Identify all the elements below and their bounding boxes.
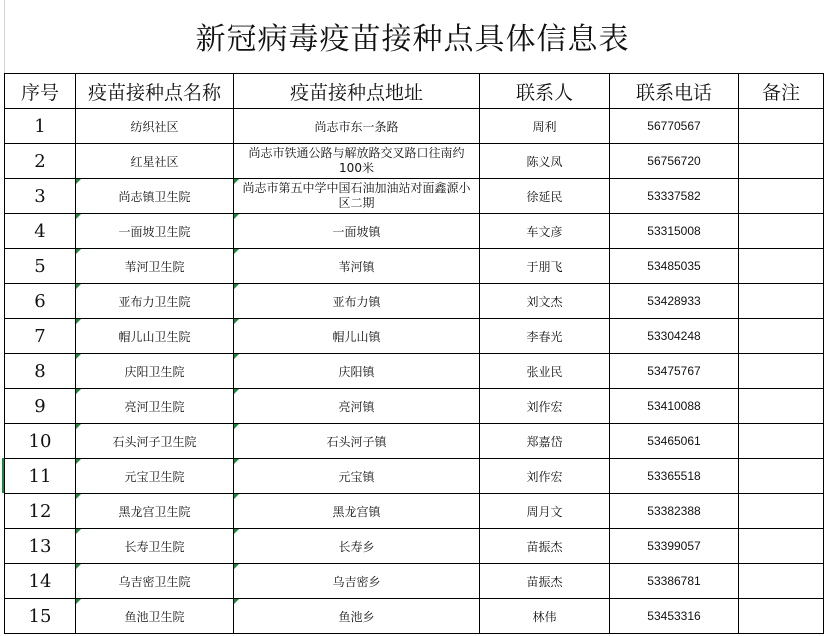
- table-row: [5, 284, 824, 319]
- selection-edge: [2, 458, 4, 493]
- header-contact[interactable]: 联系人: [480, 74, 610, 109]
- cell-seq[interactable]: 1: [5, 109, 76, 144]
- cell-site-name[interactable]: 亚布力卫生院: [76, 284, 234, 319]
- cell-phone[interactable]: 56756720: [610, 144, 739, 179]
- cell-site-name[interactable]: 苇河卫生院: [76, 249, 234, 284]
- cell-indicator-icon: [76, 389, 81, 394]
- cell-indicator-icon: [234, 459, 239, 464]
- cell-site-name[interactable]: 红星社区: [76, 144, 234, 179]
- table-row: [5, 249, 824, 284]
- cell-seq[interactable]: 14: [5, 564, 76, 599]
- header-seq[interactable]: 序号: [5, 74, 76, 109]
- cell-site-address[interactable]: 尚志市第五中学中国石油加油站对面鑫源小区二期: [234, 179, 480, 214]
- cell-site-address[interactable]: 亮河镇: [234, 389, 480, 424]
- header-note[interactable]: 备注: [739, 74, 824, 109]
- cell-seq[interactable]: 11: [5, 459, 76, 494]
- cell-phone[interactable]: 53386781: [610, 564, 739, 599]
- cell-contact[interactable]: 郑嘉岱: [480, 424, 610, 459]
- table-row: [5, 494, 824, 529]
- cell-seq[interactable]: 10: [5, 424, 76, 459]
- cell-seq[interactable]: 5: [5, 249, 76, 284]
- table-row: [5, 354, 824, 389]
- table-row: [5, 424, 824, 459]
- cell-phone[interactable]: 53365518: [610, 459, 739, 494]
- cell-site-address[interactable]: 尚志市铁通公路与解放路交叉路口往南约100米: [234, 144, 480, 179]
- cell-phone[interactable]: 53428933: [610, 284, 739, 319]
- cell-note[interactable]: [739, 179, 824, 214]
- cell-seq[interactable]: 7: [5, 319, 76, 354]
- cell-indicator-icon: [76, 179, 81, 184]
- cell-indicator-icon: [76, 284, 81, 289]
- cell-indicator-icon: [76, 599, 81, 604]
- header-site-name[interactable]: 疫苗接种点名称: [76, 74, 234, 109]
- cell-indicator-icon: [234, 424, 239, 429]
- cell-site-name[interactable]: 亮河卫生院: [76, 389, 234, 424]
- cell-phone[interactable]: 53382388: [610, 494, 739, 529]
- cell-site-address[interactable]: 尚志市东一条路: [234, 109, 480, 144]
- cell-contact[interactable]: 李春光: [480, 319, 610, 354]
- cell-seq[interactable]: 12: [5, 494, 76, 529]
- cell-site-name[interactable]: 乌吉密卫生院: [76, 564, 234, 599]
- cell-site-name[interactable]: 帽儿山卫生院: [76, 319, 234, 354]
- cell-note[interactable]: [739, 389, 824, 424]
- cell-indicator-icon: [234, 284, 239, 289]
- cell-note[interactable]: [739, 599, 824, 634]
- cell-indicator-icon: [76, 354, 81, 359]
- cell-note[interactable]: [739, 214, 824, 249]
- cell-indicator-icon: [76, 494, 81, 499]
- cell-site-address[interactable]: 亚布力镇: [234, 284, 480, 319]
- cell-site-name[interactable]: 长寿卫生院: [76, 529, 234, 564]
- cell-phone[interactable]: 53315008: [610, 214, 739, 249]
- cell-note[interactable]: [739, 249, 824, 284]
- cell-contact[interactable]: 周月文: [480, 494, 610, 529]
- cell-note[interactable]: [739, 529, 824, 564]
- cell-indicator-icon: [76, 214, 81, 219]
- table-row: [5, 144, 824, 179]
- table-row: [5, 179, 824, 214]
- cell-site-name[interactable]: 尚志镇卫生院: [76, 179, 234, 214]
- cell-indicator-icon: [76, 424, 81, 429]
- cell-contact[interactable]: 周利: [480, 109, 610, 144]
- cell-contact[interactable]: 陈义凤: [480, 144, 610, 179]
- table-row: [5, 564, 824, 599]
- cell-site-address[interactable]: 长寿乡: [234, 529, 480, 564]
- cell-indicator-icon: [76, 529, 81, 534]
- cell-site-address[interactable]: 帽儿山镇: [234, 319, 480, 354]
- cell-contact[interactable]: 苗振杰: [480, 529, 610, 564]
- cell-site-name[interactable]: 石头河子卫生院: [76, 424, 234, 459]
- cell-seq[interactable]: 3: [5, 179, 76, 214]
- table-header-row: [5, 74, 824, 109]
- cell-contact[interactable]: 林伟: [480, 599, 610, 634]
- cell-phone[interactable]: 53410088: [610, 389, 739, 424]
- cell-note[interactable]: [739, 494, 824, 529]
- cell-indicator-icon: [234, 389, 239, 394]
- cell-contact[interactable]: 徐延民: [480, 179, 610, 214]
- cell-phone[interactable]: 53304248: [610, 319, 739, 354]
- cell-site-name[interactable]: 黑龙宫卫生院: [76, 494, 234, 529]
- cell-contact[interactable]: 刘作宏: [480, 459, 610, 494]
- cell-note[interactable]: [739, 354, 824, 389]
- cell-seq[interactable]: 8: [5, 354, 76, 389]
- cell-indicator-icon: [234, 564, 239, 569]
- cell-indicator-icon: [234, 494, 239, 499]
- cell-site-name[interactable]: 庆阳卫生院: [76, 354, 234, 389]
- cell-site-address[interactable]: 庆阳镇: [234, 354, 480, 389]
- cell-contact[interactable]: 刘文杰: [480, 284, 610, 319]
- cell-contact[interactable]: 苗振杰: [480, 564, 610, 599]
- cell-phone[interactable]: 53337582: [610, 179, 739, 214]
- cell-indicator-icon: [234, 214, 239, 219]
- cell-note[interactable]: [739, 319, 824, 354]
- cell-indicator-icon: [76, 459, 81, 464]
- cell-site-address[interactable]: 苇河镇: [234, 249, 480, 284]
- cell-note[interactable]: [739, 564, 824, 599]
- cell-seq[interactable]: 15: [5, 599, 76, 634]
- cell-contact[interactable]: 刘作宏: [480, 389, 610, 424]
- cell-site-address[interactable]: 乌吉密乡: [234, 564, 480, 599]
- header-phone[interactable]: 联系电话: [610, 74, 739, 109]
- cell-phone[interactable]: 56770567: [610, 109, 739, 144]
- table-row: [5, 529, 824, 564]
- cell-phone[interactable]: 53485035: [610, 249, 739, 284]
- table-row: [5, 459, 824, 494]
- cell-site-address[interactable]: 鱼池乡: [234, 599, 480, 634]
- cell-site-name[interactable]: 纺织社区: [76, 109, 234, 144]
- cell-site-name[interactable]: 元宝卫生院: [76, 459, 234, 494]
- cell-indicator-icon: [234, 599, 239, 604]
- sheet-title[interactable]: 新冠病毒疫苗接种点具体信息表: [195, 22, 630, 57]
- cell-indicator-icon: [234, 249, 239, 254]
- table-row: [5, 214, 824, 249]
- cell-seq[interactable]: 2: [5, 144, 76, 179]
- vaccination-sites-table: [4, 73, 824, 634]
- cell-phone[interactable]: 53475767: [610, 354, 739, 389]
- cell-indicator-icon: [76, 564, 81, 569]
- cell-contact[interactable]: 车文彦: [480, 214, 610, 249]
- cell-note[interactable]: [739, 424, 824, 459]
- cell-site-address[interactable]: 一面坡镇: [234, 214, 480, 249]
- table-row: [5, 109, 824, 144]
- table-row: [5, 389, 824, 424]
- header-site-address[interactable]: 疫苗接种点地址: [234, 74, 480, 109]
- cell-site-name[interactable]: 鱼池卫生院: [76, 599, 234, 634]
- cell-note[interactable]: [739, 109, 824, 144]
- cell-site-address[interactable]: 元宝镇: [234, 459, 480, 494]
- cell-indicator-icon: [76, 319, 81, 324]
- cell-note[interactable]: [739, 284, 824, 319]
- table-row: [5, 319, 824, 354]
- cell-phone[interactable]: 53465061: [610, 424, 739, 459]
- cell-phone[interactable]: 53453316: [610, 599, 739, 634]
- cell-site-address[interactable]: 石头河子镇: [234, 424, 480, 459]
- cell-site-name[interactable]: 一面坡卫生院: [76, 214, 234, 249]
- cell-indicator-icon: [234, 319, 239, 324]
- cell-contact[interactable]: 张业民: [480, 354, 610, 389]
- table-row: [5, 599, 824, 634]
- cell-note[interactable]: [739, 459, 824, 494]
- cell-indicator-icon: [76, 249, 81, 254]
- cell-seq[interactable]: 13: [5, 529, 76, 564]
- cell-site-address[interactable]: 黑龙宫镇: [234, 494, 480, 529]
- cell-note[interactable]: [739, 144, 824, 179]
- cell-indicator-icon: [234, 529, 239, 534]
- cell-contact[interactable]: 于朋飞: [480, 249, 610, 284]
- cell-seq[interactable]: 9: [5, 389, 76, 424]
- cell-indicator-icon: [234, 179, 239, 184]
- cell-indicator-icon: [234, 354, 239, 359]
- cell-phone[interactable]: 53399057: [610, 529, 739, 564]
- cell-seq[interactable]: 4: [5, 214, 76, 249]
- cell-seq[interactable]: 6: [5, 284, 76, 319]
